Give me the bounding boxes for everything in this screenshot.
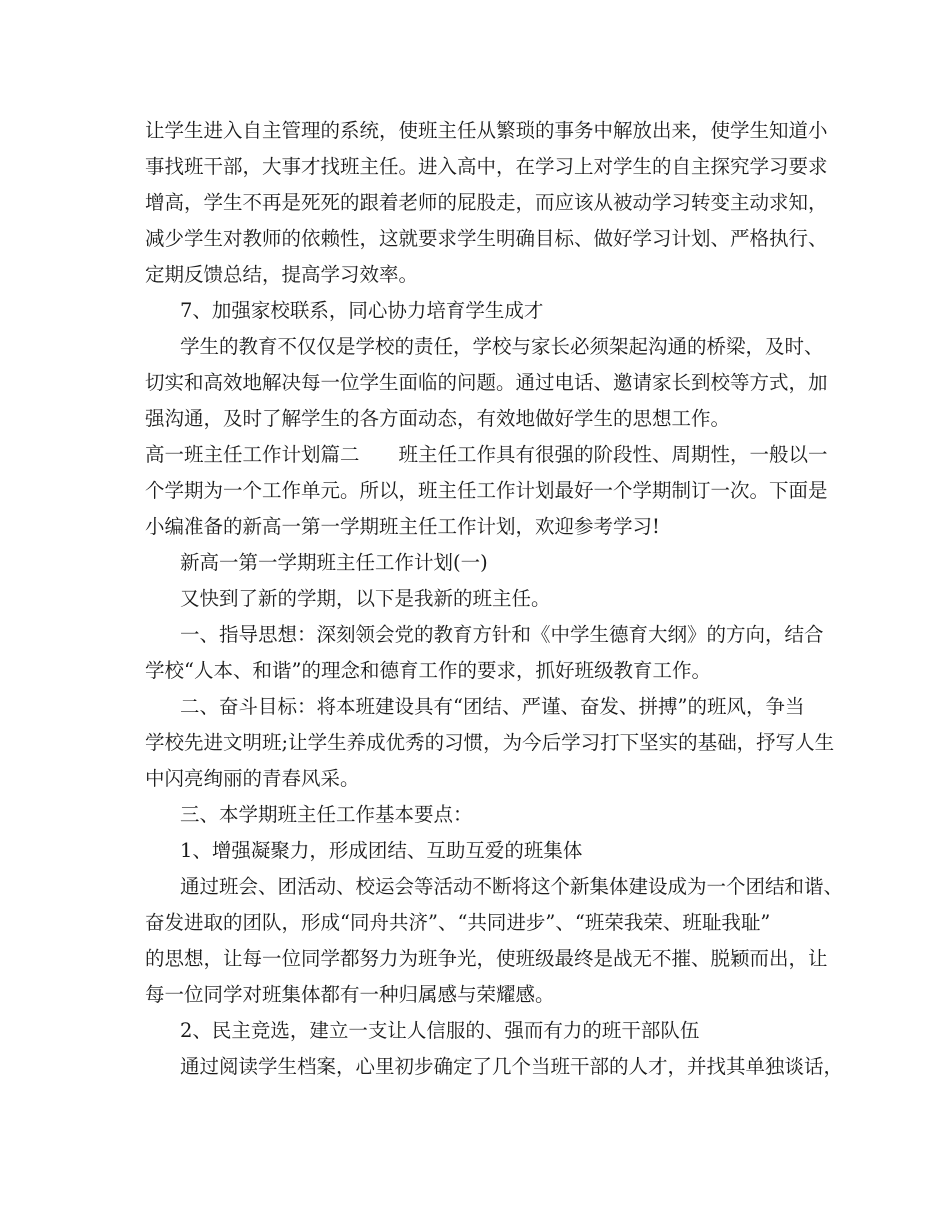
paragraph-line: 学生的教育不仅仅是学校的责任，学校与家长必须架起沟通的桥梁，及时、	[180, 335, 824, 358]
paragraph-line: 增高，学生不再是死死的跟着老师的屁股走，而应该从被动学习转变主动求知，	[145, 191, 828, 214]
paragraph-line: 事找班干部，大事才找班主任。进入高中，在学习上对学生的自主探究学习要求	[145, 155, 828, 178]
paragraph-line: 个学期为一个工作单元。所以，班主任工作计划最好一个学期制订一次。下面是	[145, 479, 828, 502]
paragraph-line: 小编准备的新高一第一学期班主任工作计划，欢迎参考学习!	[145, 515, 660, 538]
section-heading: 新高一第一学期班主任工作计划(一)	[180, 551, 488, 574]
paragraph-line: 通过班会、团活动、校运会等活动不断将这个新集体建设成为一个团结和谐、	[180, 875, 844, 898]
paragraph-line: 又快到了新的学期，以下是我新的班主任。	[180, 587, 551, 610]
paragraph-line: 一、指导思想：深刻领会党的教育方针和《中学生德育大纲》的方向，结合	[180, 623, 824, 646]
paragraph-line: 通过阅读学生档案，心里初步确定了几个当班干部的人才，并找其单独谈话，	[180, 1055, 844, 1078]
section-heading: 三、本学期班主任工作基本要点：	[180, 803, 473, 826]
paragraph-line: 切实和高效地解决每一位学生面临的问题。通过电话、邀请家长到校等方式，加	[145, 371, 828, 394]
paragraph-line: 强沟通，及时了解学生的各方面动态，有效地做好学生的思想工作。	[145, 407, 731, 430]
paragraph-line: 学校“人本、和谐”的理念和德育工作的要求，抓好班级教育工作。	[145, 659, 711, 682]
paragraph-line: 定期反馈总结，提高学习效率。	[145, 263, 419, 286]
paragraph-line: 二、奋斗目标：将本班建设具有“团结、严谨、奋发、拼搏”的班风，争当	[180, 695, 805, 718]
paragraph-line: 学校先进文明班;让学生养成优秀的习惯，为今后学习打下坚实的基础，抒写人生	[145, 731, 835, 754]
paragraph-line: 让学生进入自主管理的系统，使班主任从繁琐的事务中解放出来，使学生知道小	[145, 119, 828, 142]
paragraph-line: 中闪亮绚丽的青春风采。	[145, 767, 360, 790]
paragraph-line: 的思想，让每一位同学都努力为班争光，使班级最终是战无不摧、脱颖而出，让	[145, 947, 828, 970]
paragraph-line: 奋发进取的团队，形成“同舟共济”、“共同进步”、“班荣我荣、班耻我耻”	[145, 911, 771, 934]
paragraph-line: 减少学生对教师的依赖性，这就要求学生明确目标、做好学习计划、严格执行、	[145, 227, 828, 250]
paragraph-line: 高一班主任工作计划篇二 班主任工作具有很强的阶段性、周期性，一般以一	[145, 443, 828, 466]
section-heading: 2、民主竞选，建立一支让人信服的、强而有力的班干部队伍	[180, 1019, 700, 1042]
section-heading: 1、增强凝聚力，形成团结、互助互爱的班集体	[180, 839, 583, 862]
paragraph-line: 每一位同学对班集体都有一种归属感与荣耀感。	[145, 983, 555, 1006]
section-heading: 7、加强家校联系，同心协力培育学生成才	[180, 299, 544, 322]
